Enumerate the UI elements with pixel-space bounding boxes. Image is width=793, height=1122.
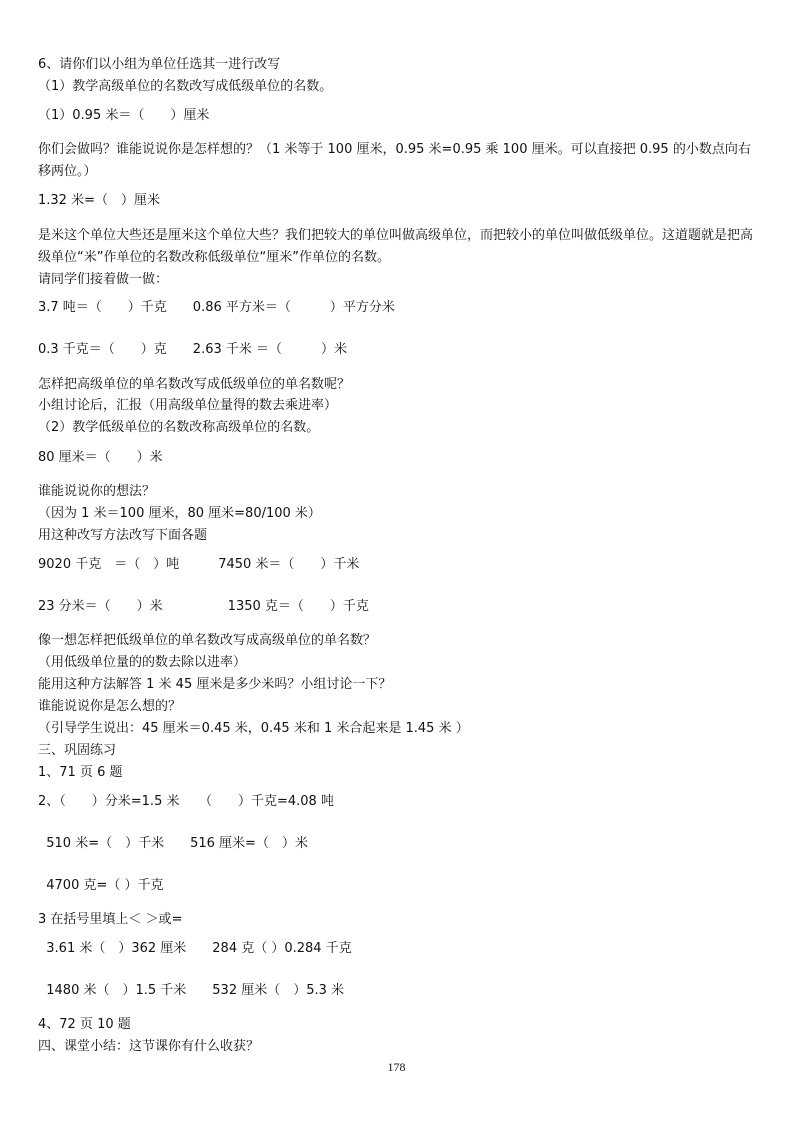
text-line-30: 3.61 米（ ）362 厘米 284 克（ ）0.284 千克 bbox=[38, 941, 352, 956]
text-line-9: 0.3 千克＝（ ）克 2.63 千米 ＝（ ）米 bbox=[38, 342, 348, 357]
text-line-26: 2、（ ）分米=1.5 米 （ ）千克=4.08 吨 bbox=[38, 794, 334, 809]
text-line-18: 23 分米＝（ ）米 1350 克＝（ ）千克 bbox=[38, 599, 369, 614]
text-line-25: 1、71 页 6 题 bbox=[38, 765, 123, 780]
section-heading-summary: 四、课堂小结：这节课你有什么收获？ bbox=[38, 1039, 260, 1054]
text-line-7: 请同学们接着做一做： bbox=[38, 272, 169, 287]
text-line-16: 用这种改写方法改写下面各题 bbox=[38, 528, 208, 543]
text-paragraph-2: 是米这个单位大些还是厘米这个单位大些？我们把较大的单位叫做高级单位，而把较小的单位叫做低级单位。这道题就是把高级单位“米”作单位的名数改称低级单位“厘米”作单位的名数。 bbox=[38, 228, 754, 265]
text-line-3: （1）0.95 米＝（ ）厘米 bbox=[38, 108, 210, 123]
text-line-5: 1.32 米=（ ）厘米 bbox=[38, 193, 160, 208]
text-line-28: 4700 克=（ ）千克 bbox=[38, 878, 164, 893]
text-line-11: 小组讨论后，汇报（用高级单位量得的数去乘进率） bbox=[38, 398, 338, 413]
text-line-12: （2）教学低级单位的名数改称高级单位的名数。 bbox=[38, 420, 320, 435]
text-line-14: 谁能说说你的想法？ bbox=[38, 484, 156, 499]
section-heading-practice: 三、巩固练习 bbox=[38, 743, 117, 758]
text-line-20: （用低级单位量的的数去除以进率） bbox=[38, 655, 247, 670]
text-line-13: 80 厘米＝（ ）米 bbox=[38, 450, 163, 465]
text-line-8: 3.7 吨＝（ ）千克 0.86 平方米＝（ ）平方分米 bbox=[38, 300, 395, 315]
text-line-31: 1480 米（ ）1.5 千米 532 厘米（ ）5.3 米 bbox=[38, 983, 345, 998]
text-line-22: 谁能说说你是怎么想的？ bbox=[38, 699, 182, 714]
text-line-21: 能用这种方法解答 1 米 45 厘米是多少米吗？小组讨论一下？ bbox=[38, 677, 392, 692]
text-line-32: 4、72 页 10 题 bbox=[38, 1017, 131, 1032]
text-line-17: 9020 千克 ＝（ ）吨 7450 米＝（ ）千米 bbox=[38, 557, 360, 572]
text-line-19: 像一想怎样把低级单位的单名数改写成高级单位的单名数？ bbox=[38, 633, 377, 648]
text-line-10: 怎样把高级单位的单名数改写成低级单位的单名数呢？ bbox=[38, 377, 351, 392]
text-line-23: （引导学生说出：45 厘米＝0.45 米，0.45 米和 1 米合起来是 1.45 米 ） bbox=[38, 721, 469, 736]
page-number: 178 bbox=[387, 1060, 406, 1074]
text-line-29: 3 在括号里填上＜ ＞或= bbox=[38, 912, 183, 927]
text-line-2: （1）教学高级单位的名数改写成低级单位的名数。 bbox=[38, 79, 333, 94]
text-line-27: 510 米=（ ）千米 516 厘米=（ ）米 bbox=[38, 836, 308, 851]
text-line-1: 6、请你们以小组为单位任选其一进行改写 bbox=[38, 57, 281, 72]
text-line-15: （因为 1 米＝100 厘米，80 厘米=80/100 米） bbox=[38, 506, 321, 521]
text-paragraph-1: 你们会做吗？谁能说说你是怎样想的？（1 米等于 100 厘米，0.95 米=0.95 乘 100 厘米。可以直接把 0.95 的小数点向右移两位。） bbox=[38, 142, 751, 179]
